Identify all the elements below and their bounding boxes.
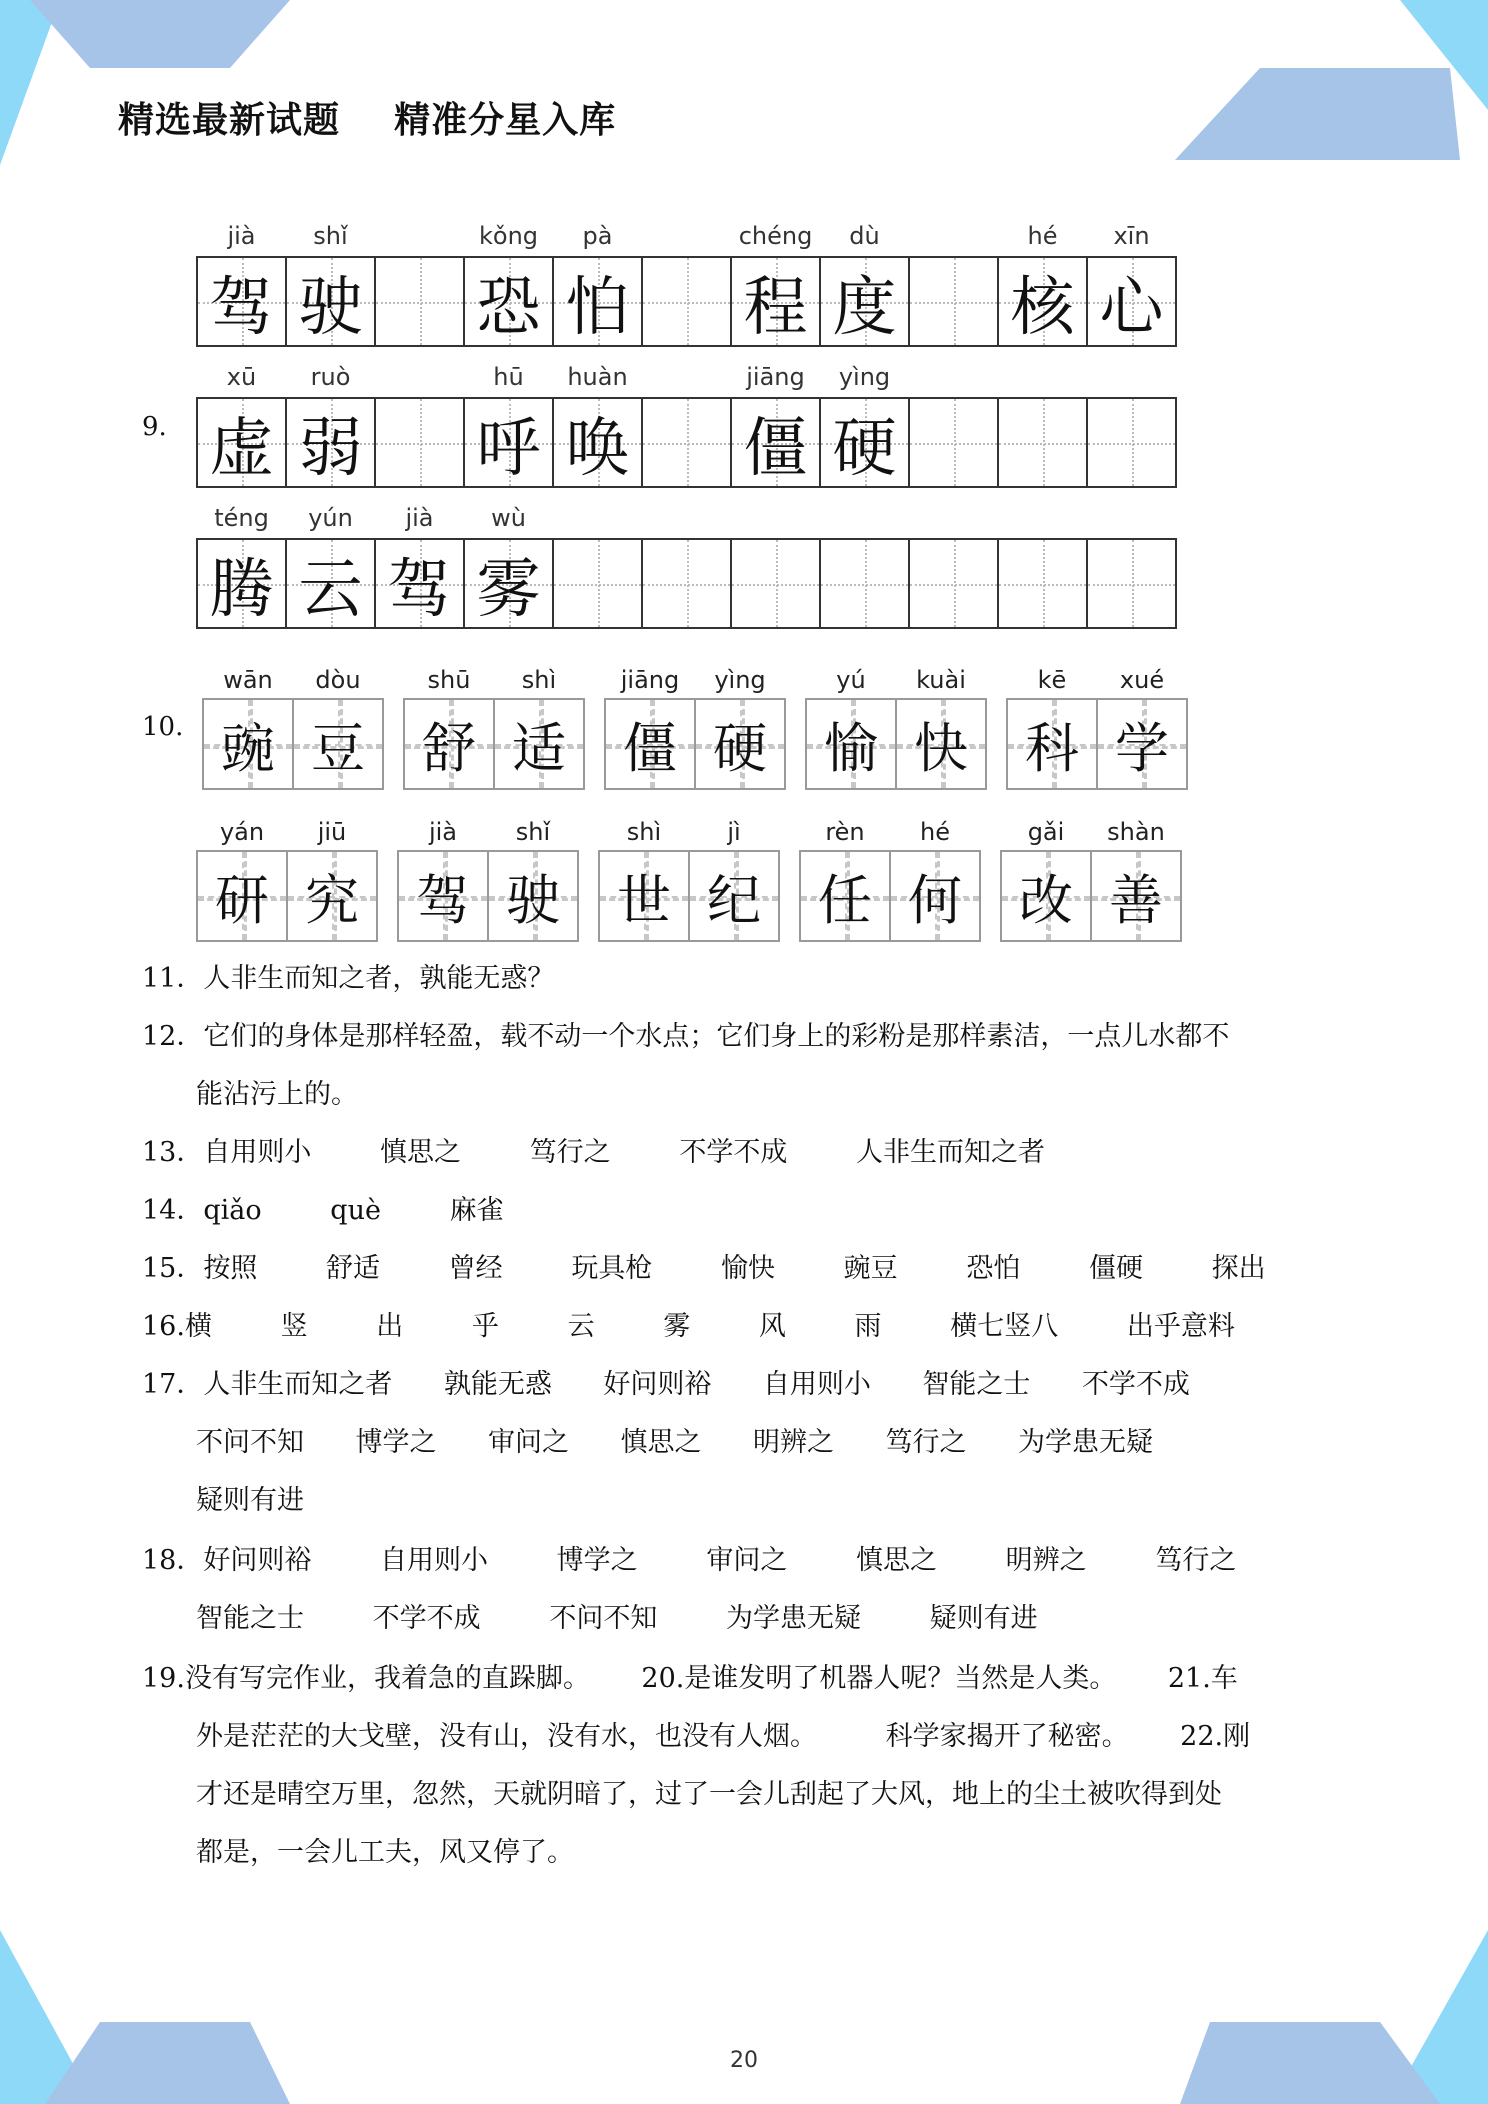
- pinyin-label: wù: [491, 504, 526, 532]
- answer-12-line-1: 12．它们的身体是那样轻盈，载不动一个水点；它们身上的彩粉是那样素洁，一点儿水都不: [142, 1021, 1230, 1052]
- pair-cell: [889, 818, 981, 942]
- character: 驶: [298, 270, 363, 345]
- character: 弱: [298, 411, 363, 486]
- pinyin-label: shì: [521, 666, 557, 694]
- grid-cell: [1086, 397, 1177, 488]
- grid-cell: [285, 504, 376, 629]
- character: 硬: [832, 411, 897, 486]
- character: 程: [743, 270, 808, 345]
- grid-cell: [641, 256, 732, 347]
- character: 怕: [565, 270, 630, 345]
- pinyin-label: dù: [849, 222, 880, 250]
- question-10-number: 10.: [142, 712, 184, 742]
- pair-cell: [196, 818, 288, 942]
- pinyin-label: hū: [493, 363, 524, 391]
- pair-cell: [1090, 818, 1182, 942]
- word-pair: [807, 666, 987, 790]
- character: 任: [818, 868, 872, 932]
- grid-cell: [908, 256, 999, 347]
- grid-cell: [552, 222, 643, 347]
- grid-cell: [196, 363, 287, 488]
- character: 心: [1099, 270, 1164, 345]
- character: 世: [617, 868, 671, 932]
- answer-19-line-4: 都是，一会儿工夫，风又停了。: [196, 1837, 574, 1868]
- answer-17-line-1: 17．人非生而知之者 孰能无惑 好问则裕 自用则小 智能之士 不学不成: [142, 1369, 1190, 1400]
- character: [821, 540, 908, 627]
- grid-cell: [374, 256, 465, 347]
- character: 愉: [824, 716, 878, 780]
- pinyin-label: shàn: [1107, 818, 1165, 846]
- word-pair: [405, 666, 585, 790]
- character: 度: [832, 270, 897, 345]
- pinyin-label: xué: [1119, 666, 1165, 694]
- character: 僵: [743, 411, 808, 486]
- bottom-left-decoration: [0, 1930, 300, 2104]
- answer-12-line-2: 能沾污上的。: [196, 1079, 358, 1110]
- pair-cell: [1000, 818, 1092, 942]
- character: 驾: [387, 552, 452, 627]
- character: [376, 258, 463, 345]
- grid-cell: [997, 538, 1088, 629]
- grid-cell: [552, 538, 643, 629]
- answer-18-line-1: 18．好问则裕 自用则小 博学之 审问之 慎思之 明辨之 笃行之: [142, 1545, 1237, 1576]
- answer-17-line-2: 不问不知 博学之 审问之 慎思之 明辨之 笃行之 为学患无疑: [196, 1427, 1153, 1458]
- character: 善: [1109, 868, 1163, 932]
- pair-cell: [895, 666, 987, 790]
- pinyin-label: kuài: [916, 666, 966, 694]
- character: [376, 399, 463, 486]
- pinyin-label: jiū: [317, 818, 347, 846]
- pair-cell: [403, 666, 495, 790]
- pair-cell: [799, 818, 891, 942]
- question-9-number: 9.: [142, 412, 167, 442]
- character: 僵: [623, 716, 677, 780]
- pinyin-label: shǐ: [515, 818, 551, 846]
- pinyin-label: wān: [223, 666, 273, 694]
- character: 唤: [565, 411, 630, 486]
- pair-cell: [202, 666, 294, 790]
- pinyin-label: yú: [836, 666, 866, 694]
- grid-cell: [463, 363, 554, 488]
- character: 研: [215, 868, 269, 932]
- grid-cell: [285, 222, 376, 347]
- grid-cell: [552, 363, 643, 488]
- top-right-decoration: [1170, 0, 1488, 170]
- character: 适: [512, 716, 566, 780]
- character: [643, 540, 730, 627]
- word-pair: [1002, 818, 1182, 942]
- pinyin-label: shū: [427, 666, 471, 694]
- pinyin-label: xīn: [1113, 222, 1150, 250]
- grid-cell: [463, 222, 554, 347]
- grid-cell: [908, 538, 999, 629]
- character: [999, 540, 1086, 627]
- answer-13: 13．自用则小 慎思之 笃行之 不学不成 人非生而知之者: [142, 1137, 1045, 1168]
- pinyin-label: dòu: [315, 666, 361, 694]
- grid-cell: [730, 538, 821, 629]
- pinyin-label: yìng: [838, 363, 891, 391]
- pinyin-label: ruò: [310, 363, 351, 391]
- grid-cell: [641, 538, 732, 629]
- character: [999, 399, 1086, 486]
- grid-row: [198, 222, 1177, 347]
- pinyin-label: chéng: [738, 222, 813, 250]
- character: 科: [1025, 716, 1079, 780]
- pair-cell: [1096, 666, 1188, 790]
- pinyin-label: jià: [428, 818, 458, 846]
- pinyin-label: rèn: [825, 818, 865, 846]
- character: [910, 258, 997, 345]
- answer-18-line-2: 智能之士 不学不成 不问不知 为学患无疑 疑则有进: [196, 1603, 1038, 1634]
- pair-cell: [805, 666, 897, 790]
- word-pair: [399, 818, 579, 942]
- character: 恐: [476, 270, 541, 345]
- answer-19-line-3: 才还是晴空万里，忽然，天就阴暗了，过了一会儿刮起了大风，地上的尘土被吹得到处: [196, 1779, 1222, 1810]
- pinyin-label: jiāng: [620, 666, 680, 694]
- grid-row: [198, 504, 1177, 629]
- pinyin-label: jiāng: [746, 363, 805, 391]
- answer-19-line-1: 19.没有写完作业，我着急的直跺脚。 20.是谁发明了机器人呢？当然是人类。 21.车: [142, 1663, 1238, 1694]
- answer-15: 15．按照 舒适 曾经 玩具枪 愉快 豌豆 恐怕 僵硬 探出: [142, 1253, 1266, 1284]
- character: [1088, 540, 1175, 627]
- pair-cell: [1006, 666, 1098, 790]
- grid-cell: [196, 222, 287, 347]
- pinyin-label: téng: [214, 504, 269, 532]
- pinyin-label: xū: [226, 363, 257, 391]
- character: 呼: [476, 411, 541, 486]
- grid-cell: [641, 397, 732, 488]
- character: [554, 540, 641, 627]
- grid-cell: [374, 504, 465, 629]
- bottom-right-decoration: [1170, 1930, 1488, 2104]
- character: 学: [1115, 716, 1169, 780]
- grid-cell: [730, 363, 821, 488]
- pinyin-label: jì: [727, 818, 741, 846]
- answer-16: 16.横 竖 出 乎 云 雾 风 雨 横七竖八 出乎意料: [142, 1311, 1235, 1342]
- character: 驾: [416, 868, 470, 932]
- word-pair: [204, 666, 384, 790]
- grid-cell: [819, 363, 910, 488]
- pinyin-label: shì: [626, 818, 662, 846]
- word-pair: [600, 818, 780, 942]
- character: 改: [1019, 868, 1073, 932]
- character: [910, 540, 997, 627]
- character: 快: [914, 716, 968, 780]
- pair-cell: [292, 666, 384, 790]
- grid-cell: [908, 397, 999, 488]
- word-pair: [198, 818, 378, 942]
- grid-cell: [819, 222, 910, 347]
- grid-cell: [1086, 538, 1177, 629]
- pair-cell: [694, 666, 786, 790]
- top-left-decoration: [0, 0, 300, 170]
- deco-triangle-light: [0, 0, 60, 165]
- pair-cell: [493, 666, 585, 790]
- pinyin-label: jià: [227, 222, 256, 250]
- character: 雾: [476, 552, 541, 627]
- character: 豆: [311, 716, 365, 780]
- pair-cell: [604, 666, 696, 790]
- character: 虚: [209, 411, 274, 486]
- pinyin-label: huàn: [567, 363, 628, 391]
- answer-17-line-3: 疑则有进: [196, 1485, 304, 1516]
- page-header-title: 精选最新试题 精准分星入库: [118, 100, 617, 141]
- pinyin-label: jià: [405, 504, 434, 532]
- pinyin-label: hé: [920, 818, 950, 846]
- page-number: 20: [730, 2048, 758, 2073]
- answer-11: 11．人非生而知之者，孰能无惑？: [142, 963, 555, 994]
- deco-trapezoid-blue: [30, 0, 290, 68]
- pinyin-label: hé: [1027, 222, 1058, 250]
- pair-cell: [397, 818, 489, 942]
- pinyin-label: yán: [219, 818, 265, 846]
- pinyin-label: yún: [308, 504, 353, 532]
- pair-cell: [688, 818, 780, 942]
- grid-cell: [730, 222, 821, 347]
- grid-cell: [819, 538, 910, 629]
- pair-cell: [598, 818, 690, 942]
- word-pair: [801, 818, 981, 942]
- answer-19-line-2: 外是茫茫的大戈壁，没有山，没有水，也没有人烟。 科学家揭开了秘密。 22.刚: [196, 1721, 1251, 1752]
- character: 腾: [209, 552, 274, 627]
- pinyin-label: pà: [582, 222, 613, 250]
- pinyin-label: shǐ: [313, 222, 348, 250]
- pair-cell: [286, 818, 378, 942]
- character: 豌: [221, 716, 275, 780]
- character: 究: [305, 868, 359, 932]
- character: 核: [1010, 270, 1075, 345]
- grid-cell: [285, 363, 376, 488]
- pinyin-label: kē: [1037, 666, 1067, 694]
- character: 驾: [209, 270, 274, 345]
- grid-cell: [1086, 222, 1177, 347]
- character: 舒: [422, 716, 476, 780]
- grid-cell: [463, 504, 554, 629]
- pair-cell: [487, 818, 579, 942]
- pinyin-label: gǎi: [1027, 818, 1065, 846]
- character: 驶: [506, 868, 560, 932]
- word-pair: [606, 666, 786, 790]
- grid-cell: [997, 222, 1088, 347]
- character: 云: [298, 552, 363, 627]
- pinyin-label: yìng: [714, 666, 766, 694]
- answer-14: 14．qiǎo què 麻雀: [142, 1195, 504, 1226]
- character: [1088, 399, 1175, 486]
- grid-cell: [997, 397, 1088, 488]
- deco-trapezoid-blue: [1175, 68, 1460, 160]
- word-pair: [1008, 666, 1188, 790]
- character: [910, 399, 997, 486]
- character: [732, 540, 819, 627]
- grid-row: [198, 363, 1177, 488]
- character: [643, 258, 730, 345]
- character: 硬: [713, 716, 767, 780]
- pinyin-label: kǒng: [478, 222, 539, 250]
- grid-cell: [374, 397, 465, 488]
- character: 何: [908, 868, 962, 932]
- character: 纪: [707, 868, 761, 932]
- character: [643, 399, 730, 486]
- grid-cell: [196, 504, 287, 629]
